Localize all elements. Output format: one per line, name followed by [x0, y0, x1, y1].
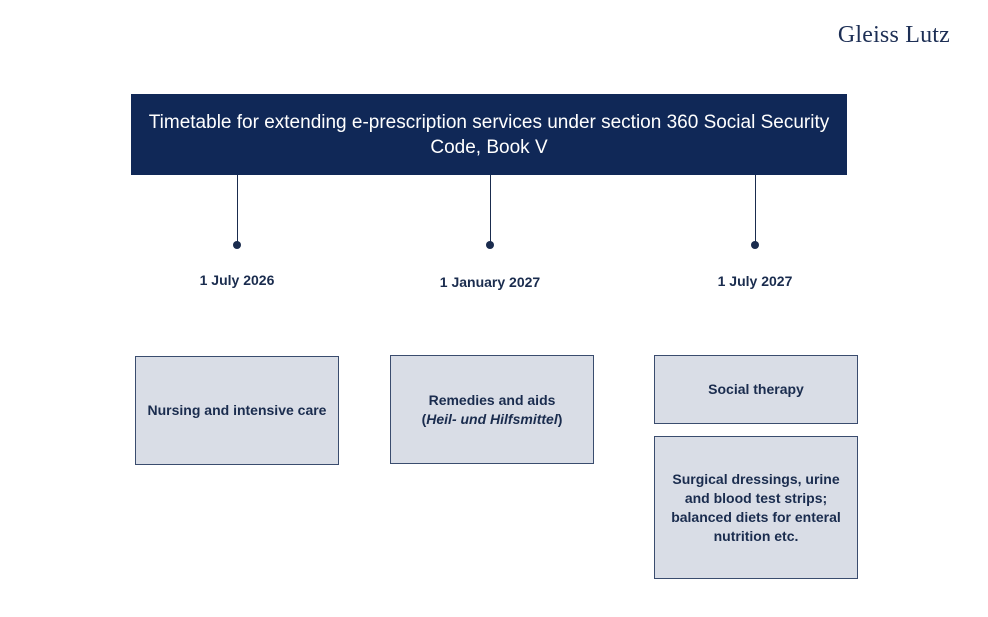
- service-box-nursing: [135, 356, 339, 465]
- timetable-title-banner: [131, 94, 847, 175]
- gleiss-lutz-logo: Gleiss Lutz: [837, 22, 950, 48]
- milestone-date-1: 1 July 2026: [199, 272, 275, 288]
- service-box-label: Surgical dressings, urine and blood test strips; balanced diets for enteral nutrition etc.: [671, 470, 841, 544]
- service-box-label: Remedies and aids: [428, 391, 556, 408]
- service-box-label: Nursing and intensive care: [147, 402, 327, 418]
- milestone-date-2: 1 January 2027: [439, 274, 541, 290]
- german-term-italic: Heil- und Hilfsmittel: [426, 410, 558, 427]
- timeline-dot-2: [486, 241, 494, 249]
- service-box-social-therapy: [654, 355, 858, 424]
- timeline-connector-1: [237, 175, 238, 245]
- service-box-label: Social therapy: [708, 381, 804, 397]
- service-box-surgical-dressings: [654, 436, 858, 579]
- milestone-date-3: 1 July 2027: [717, 273, 793, 289]
- service-box-german-term: (Heil- und Hilfsmittel): [421, 410, 563, 427]
- timeline-dot-3: [751, 241, 759, 249]
- timeline-connector-2: [490, 175, 491, 245]
- timeline-dot-1: [233, 241, 241, 249]
- timeline-connector-3: [755, 175, 756, 245]
- timetable-title: Timetable for extending e-prescription services under section 360 Social Security Code, Book V: [148, 111, 830, 158]
- service-box-remedies: [390, 355, 594, 464]
